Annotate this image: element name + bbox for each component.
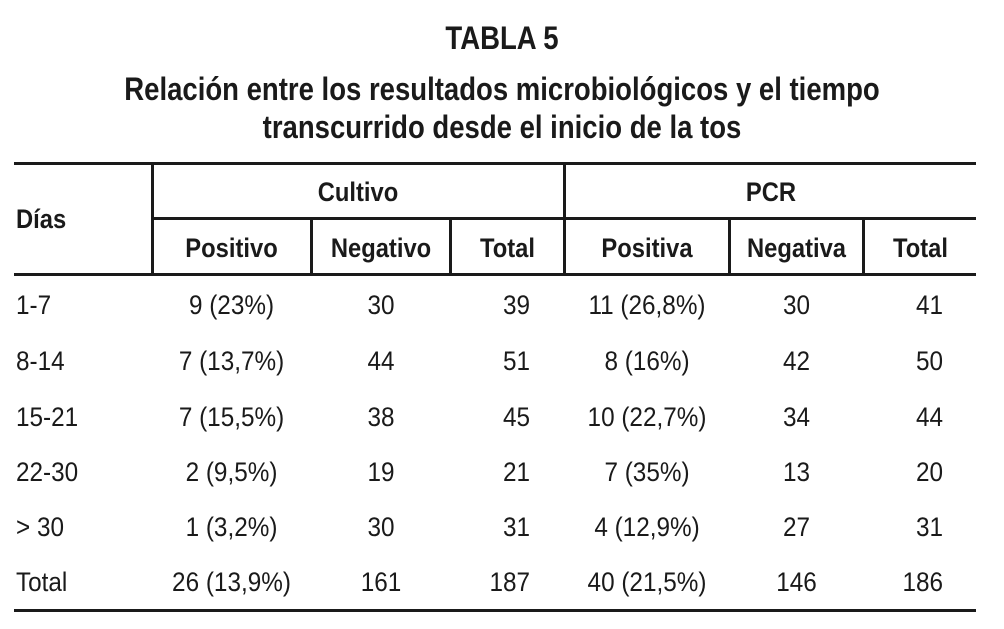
- cultivo-total-cell: 39: [502, 290, 530, 320]
- cultivo-pos-cell: 1 (3,2%): [185, 512, 278, 542]
- cultivo-pos-cell: 2 (9,5%): [185, 457, 278, 487]
- pcr-neg-total-divider: [862, 218, 865, 274]
- table-subtitle-line-1: Relación entre los resultados microbiológicos y el tiempo: [124, 71, 880, 107]
- days-cell: Total: [16, 567, 68, 597]
- table-top-rule: [14, 162, 976, 165]
- days-cell: > 30: [16, 512, 64, 542]
- cultivo-neg-cell: 30: [367, 512, 395, 542]
- cultivo-neg-total-divider: [449, 218, 452, 274]
- cultivo-total-cell: 31: [502, 512, 530, 542]
- cultivo-total-cell: 21: [502, 457, 530, 487]
- cultivo-header: Cultivo: [317, 177, 399, 207]
- days-cell: 15-21: [16, 402, 79, 432]
- cultivo-total-cell: 45: [502, 402, 530, 432]
- cultivo-pos-cell: 7 (15,5%): [178, 402, 285, 432]
- table-title: TABLA 5: [445, 20, 559, 56]
- pcr-pos-cell: 8 (16%): [604, 346, 690, 376]
- pcr-neg-cell: 42: [782, 346, 811, 376]
- pcr-total-header: Total: [893, 233, 948, 263]
- cultivo-neg-cell: 44: [367, 346, 395, 376]
- days-header: Días: [16, 204, 67, 234]
- header-bottom-rule: [14, 273, 976, 276]
- cultivo-total-cell: 187: [489, 567, 530, 597]
- pcr-total-cell: 20: [915, 457, 943, 487]
- cultivo-pos-cell: 7 (13,7%): [178, 346, 285, 376]
- pcr-neg-cell: 13: [782, 457, 811, 487]
- pcr-header: PCR: [745, 177, 797, 207]
- cultivo-total-cell: 51: [502, 346, 530, 376]
- table-bottom-rule: [14, 609, 976, 612]
- pcr-pos-cell: 10 (22,7%): [587, 402, 707, 432]
- cultivo-neg-cell: 19: [367, 457, 395, 487]
- pcr-neg-cell: 27: [782, 512, 811, 542]
- pcr-neg-cell: 30: [782, 290, 811, 320]
- cultivo-pos-cell: 26 (13,9%): [172, 567, 291, 597]
- days-cell: 1-7: [16, 290, 52, 320]
- cultivo-pos-neg-divider: [310, 218, 313, 274]
- cultivo-neg-cell: 38: [367, 402, 395, 432]
- cultivo-pcr-divider: [563, 163, 566, 274]
- pcr-pos-cell: 7 (35%): [604, 457, 690, 487]
- cultivo-total-header: Total: [480, 233, 535, 263]
- pcr-pos-cell: 4 (12,9%): [594, 512, 700, 542]
- cultivo-neg-cell: 30: [367, 290, 395, 320]
- pcr-total-cell: 31: [915, 512, 943, 542]
- pcr-total-cell: 41: [915, 290, 943, 320]
- pcr-positiva-header: Positiva: [601, 233, 693, 263]
- table-subtitle-line-2: transcurrido desde el inicio de la tos: [262, 109, 742, 145]
- pcr-total-cell: 50: [915, 346, 943, 376]
- pcr-pos-neg-divider: [728, 218, 731, 274]
- pcr-pos-cell: 40 (21,5%): [587, 567, 707, 597]
- cultivo-pos-cell: 9 (23%): [188, 290, 275, 320]
- days-column-divider: [151, 163, 154, 274]
- pcr-pos-cell: 11 (26,8%): [588, 290, 706, 320]
- cultivo-positivo-header: Positivo: [185, 233, 278, 263]
- pcr-negativa-header: Negativa: [746, 233, 847, 263]
- cultivo-negativo-header: Negativo: [330, 233, 432, 263]
- days-cell: 22-30: [16, 457, 79, 487]
- pcr-total-cell: 186: [902, 567, 943, 597]
- pcr-neg-cell: 146: [776, 567, 817, 597]
- pcr-total-cell: 44: [915, 402, 943, 432]
- days-cell: 8-14: [16, 346, 65, 376]
- pcr-neg-cell: 34: [782, 402, 811, 432]
- cultivo-neg-cell: 161: [360, 567, 402, 597]
